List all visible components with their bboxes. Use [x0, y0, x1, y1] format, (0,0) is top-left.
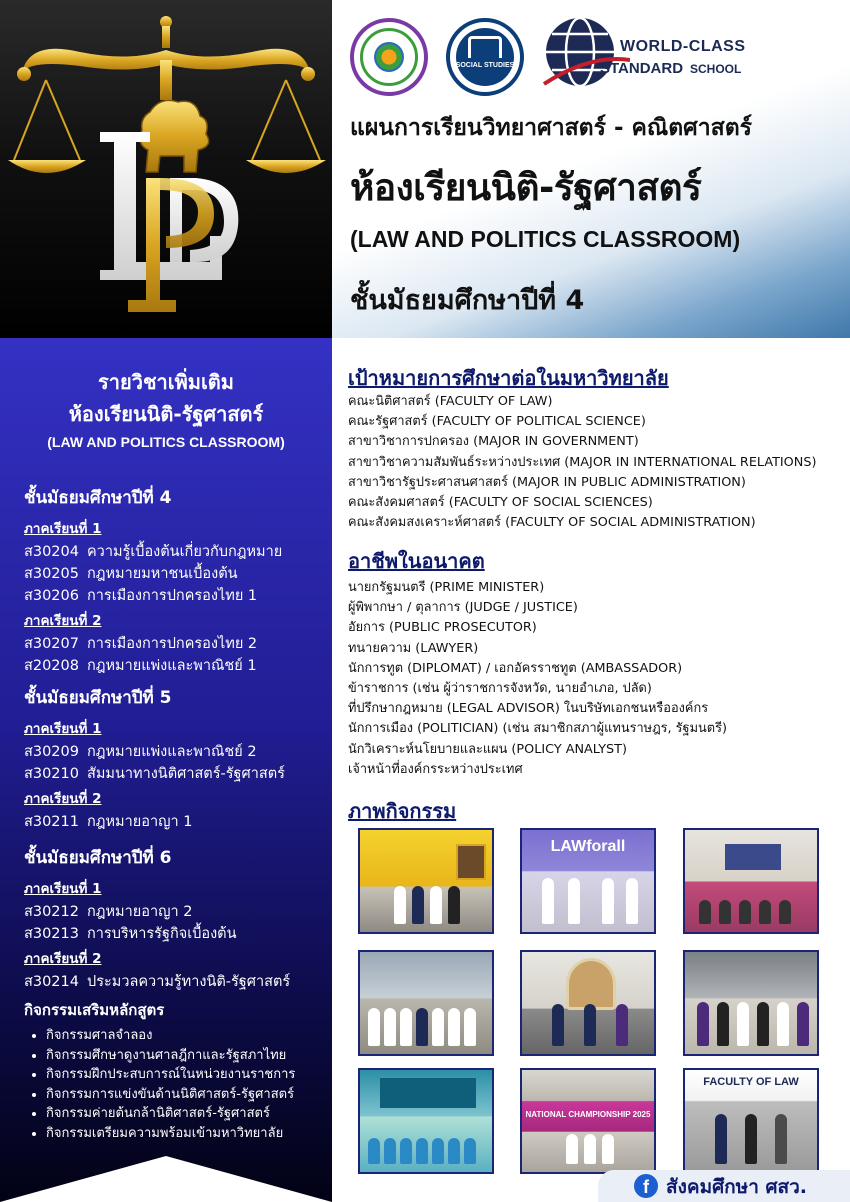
course-item: ส20208 กฎหมายแพ่งและพาณิชย์ 1: [24, 658, 257, 674]
course-item: ส30212 กฎหมายอาญา 2: [24, 904, 193, 920]
photo-caption: FACULTY OF LAW: [703, 1076, 799, 1088]
sidebar-notch: [0, 1156, 332, 1202]
globe-icon: [540, 14, 630, 98]
list-item: ที่ปรึกษากฎหมาย (LEGAL ADVISOR) ในบริษัทเอกชนหรือองค์กร: [348, 701, 709, 717]
extracurricular-block: [24, 998, 324, 1143]
facebook-icon: f: [634, 1174, 658, 1198]
world-class-school-logo: [540, 14, 750, 98]
activities-heading: กิจกรรมเสริมหลักสูตร: [24, 1001, 165, 1019]
sidebar-subtitle-english: (LAW AND POLITICS CLASSROOM): [47, 434, 285, 450]
photo-caption: NATIONAL CHAMPIONSHIP 2025: [525, 1110, 651, 1119]
program-subtitle: แผนการเรียนวิทยาศาสตร์ - คณิตศาสตร์: [350, 115, 753, 141]
law-politics-emblem: [0, 0, 332, 338]
year-6-block: [24, 844, 324, 993]
course-item: ส30210 สัมมนาทางนิติศาสตร์-รัฐศาสตร์: [24, 766, 285, 782]
list-item: • กิจกรรมศึกษาดูงานศาลฎีกาและรัฐสภาไทย: [46, 1046, 324, 1066]
activities-list: [24, 1026, 324, 1143]
year-level-heading: ชั้นมัธยมศึกษาปีที่ 6: [24, 848, 172, 868]
term-heading: ภาคเรียนที่ 2: [24, 613, 102, 629]
term-heading: ภาคเรียนที่ 1: [24, 881, 102, 897]
course-item: ส30206 การเมืองการปกครองไทย 1: [24, 588, 258, 604]
list-item: นักการเมือง (POLITICIAN) (เช่น สมาชิกสภาผู้แทนราษฎร, รัฐมนตรี): [348, 721, 727, 737]
list-item: สาขาวิชาความสัมพันธ์ระหว่างประเทศ (MAJOR IN INTERNATIONAL RELATIONS): [348, 454, 817, 470]
goals-heading: เป้าหมายการศึกษาต่อในมหาวิทยาลัย: [348, 366, 669, 390]
list-item: นายกรัฐมนตรี (PRIME MINISTER): [348, 580, 545, 595]
gallery-heading: ภาพกิจกรรม: [348, 799, 457, 823]
term-heading: ภาคเรียนที่ 2: [24, 791, 102, 807]
term-heading: ภาคเรียนที่ 1: [24, 521, 102, 537]
year-level-heading: ชั้นมัธยมศึกษาปีที่ 4: [24, 488, 172, 508]
list-item: • กิจกรรมศาลจำลอง: [46, 1026, 324, 1046]
course-item: ส30205 กฎหมายมหาชนเบื้องต้น: [24, 566, 238, 582]
list-item: คณะสังคมศาสตร์ (FACULTY OF SOCIAL SCIENCES): [348, 495, 653, 511]
activity-photo: [520, 1068, 656, 1174]
world-class-text: WORLD-CLASS: [620, 38, 746, 55]
list-item: คณะรัฐศาสตร์ (FACULTY OF POLITICAL SCIENCE): [348, 414, 646, 430]
page-title: ห้องเรียนนิติ-รัฐศาสตร์: [350, 166, 702, 209]
list-item: สาขาวิชารัฐประศาสนศาสตร์ (MAJOR IN PUBLIC ADMINISTRATION): [348, 474, 746, 490]
year-4-block: [24, 484, 324, 677]
course-item: ส30211 กฎหมายอาญา 1: [24, 814, 193, 830]
list-item: คณะนิติศาสตร์ (FACULTY OF LAW): [348, 394, 553, 409]
activity-photo: [683, 828, 819, 934]
activity-photo: [358, 1068, 494, 1174]
activity-photo: [520, 950, 656, 1056]
standard-text: STANDARD: [600, 60, 684, 77]
list-item: ผู้พิพากษา / ตุลาการ (JUDGE / JUSTICE): [348, 600, 578, 616]
list-item: นักการทูต (DIPLOMAT) / เอกอัครราชทูต (AMBASSADOR): [348, 660, 683, 676]
sidebar-title: รายวิชาเพิ่มเติม: [98, 370, 234, 394]
activity-photo: [358, 828, 494, 934]
term-heading: ภาคเรียนที่ 2: [24, 951, 102, 967]
course-item: ส30214 ประมวลความรู้ทางนิติ-รัฐศาสตร์: [24, 974, 291, 990]
course-item: ส30213 การบริหารรัฐกิจเบื้องต้น: [24, 926, 237, 942]
facebook-page-name: สังคมศึกษา ศสว.: [666, 1176, 808, 1198]
activity-photo: [520, 828, 656, 934]
photo-caption: LAWforall: [550, 838, 626, 855]
year-level-heading: ชั้นมัธยมศึกษาปีที่ 5: [24, 688, 172, 708]
activity-photo: [683, 950, 819, 1056]
careers-list: [348, 578, 848, 780]
course-item: ส30207 การเมืองการปกครองไทย 2: [24, 636, 258, 652]
grade-level: ชั้นมัธยมศึกษาปีที่ 4: [350, 285, 585, 316]
list-item: นักวิเคราะห์นโยบายและแผน (POLICY ANALYST): [348, 741, 627, 757]
social-studies-logo-icon: [446, 18, 524, 96]
school-text: SCHOOL: [690, 62, 742, 76]
list-item: สาขาวิชาการปกครอง (MAJOR IN GOVERNMENT): [348, 434, 639, 450]
social-logo-text: SOCIAL STUDIES: [455, 62, 515, 69]
activity-photo: [683, 1068, 819, 1174]
goals-list: [348, 392, 848, 533]
course-item: ส30204 ความรู้เบื้องต้นเกี่ยวกับกฎหมาย: [24, 544, 283, 560]
list-item: อัยการ (PUBLIC PROSECUTOR): [348, 620, 537, 636]
year-5-block: [24, 684, 324, 833]
list-item: คณะสังคมสงเคราะห์ศาสตร์ (FACULTY OF SOCIAL ADMINISTRATION): [348, 515, 756, 531]
list-item: ทนายความ (LAWYER): [348, 640, 479, 656]
careers-heading: อาชีพในอนาคต: [348, 549, 485, 573]
list-item: • กิจกรรมการแข่งขันด้านนิติศาสตร์-รัฐศาสตร์: [46, 1085, 324, 1105]
page-title-english: (LAW AND POLITICS CLASSROOM): [350, 226, 741, 252]
scales-of-justice-icon: [0, 0, 332, 338]
list-item: • กิจกรรมเตรียมความพร้อมเข้ามหาวิทยาลัย: [46, 1124, 324, 1144]
term-heading: ภาคเรียนที่ 1: [24, 721, 102, 737]
list-item: เจ้าหน้าที่องค์กรระหว่างประเทศ: [348, 761, 523, 777]
school-seal-icon: [350, 18, 428, 96]
curriculum-sidebar: [0, 338, 332, 1202]
list-item: • กิจกรรมค่ายต้นกล้านิติศาสตร์-รัฐศาสตร์: [46, 1104, 324, 1124]
course-item: ส30209 กฎหมายแพ่งและพาณิชย์ 2: [24, 744, 257, 760]
list-item: • กิจกรรมฝึกประสบการณ์ในหน่วยงานราชการ: [46, 1065, 324, 1085]
list-item: ข้าราชการ (เช่น ผู้ว่าราชการจังหวัด, นายอำเภอ, ปลัด): [348, 681, 652, 697]
header: [332, 0, 850, 338]
facebook-page-tag[interactable]: [598, 1170, 850, 1202]
sidebar-subtitle: ห้องเรียนนิติ-รัฐศาสตร์: [68, 402, 264, 426]
activity-photo: [358, 950, 494, 1056]
